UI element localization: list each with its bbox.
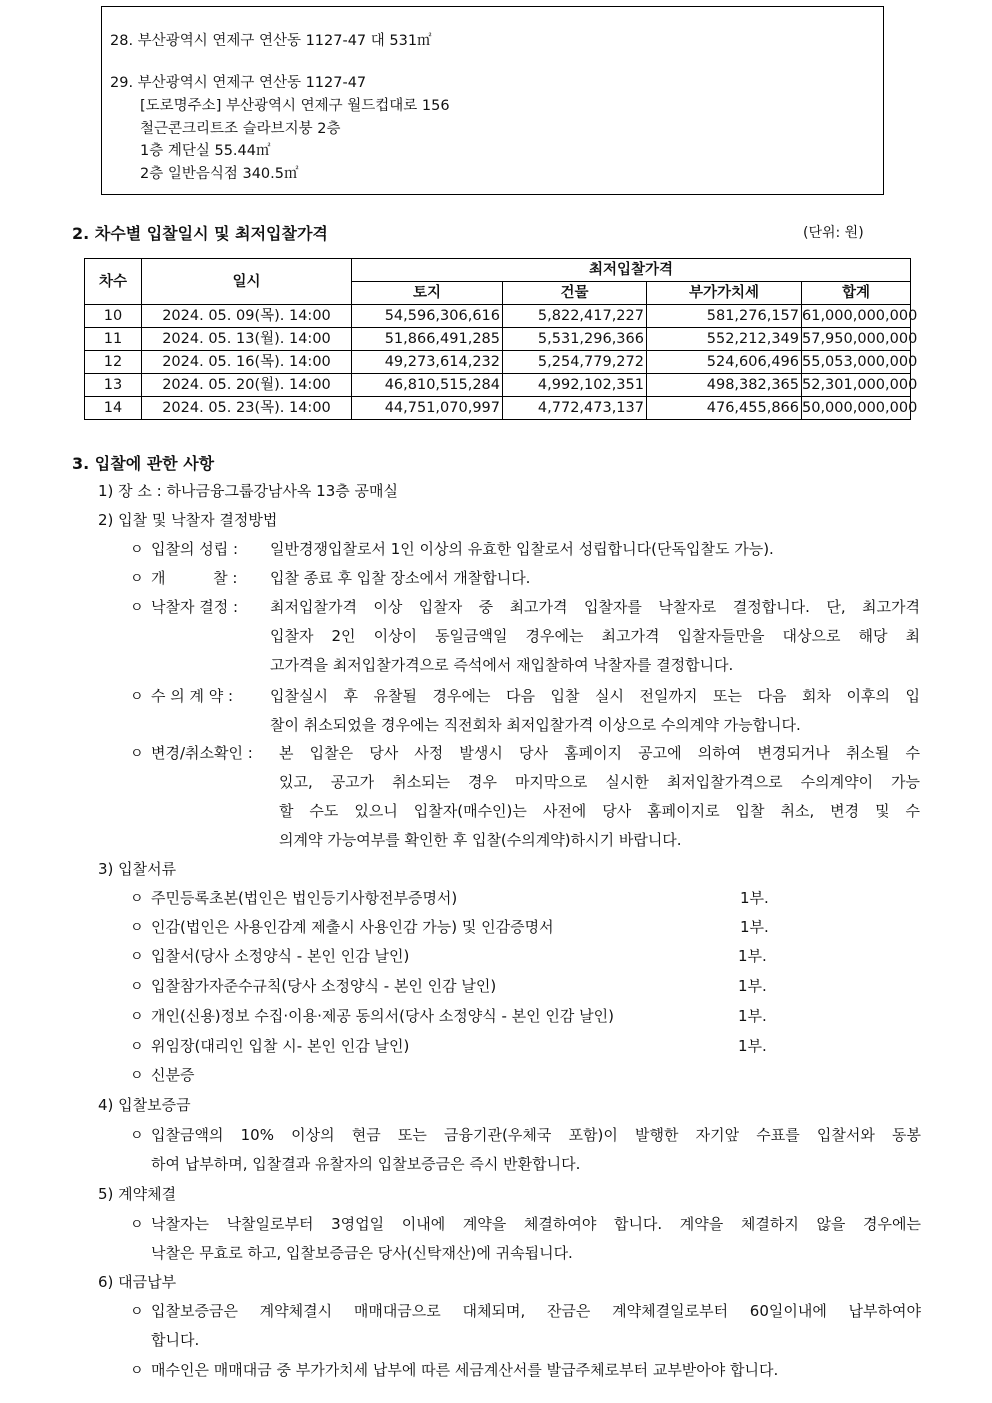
doc-qty: 1부. xyxy=(738,977,767,995)
m4-line-2: 찰이 취소되었을 경우에는 직전회차 최저입찰가격 이상으로 수의계약 가능합니다. xyxy=(270,716,801,734)
header-building: 건물 xyxy=(503,282,647,305)
cell-datetime: 2024. 05. 20(월). 14:00 xyxy=(142,374,352,397)
bullet-icon: ㅇ xyxy=(130,1009,144,1025)
property-item-29: 29. 부산광역시 연제구 연산동 1127-47 xyxy=(110,75,367,91)
cell-round: 10 xyxy=(85,305,142,328)
building-structure: 철근콘크리트조 슬라브지붕 2층 xyxy=(140,121,341,137)
cell-round: 11 xyxy=(85,328,142,351)
payment-1-line-2: 합니다. xyxy=(151,1331,200,1349)
cell-vat: 552,212,349 xyxy=(647,328,802,351)
bullet-icon: ㅇ xyxy=(130,542,144,558)
header-vat: 부가가치세 xyxy=(647,282,802,305)
table-row xyxy=(85,397,911,420)
contract-line-1: 낙찰자는 낙찰일로부터 3영업일 이내에 계약을 체결하여야 합니다. 계약을 체결하지 않을 경우에는 xyxy=(151,1215,921,1233)
bid-place: 1) 장 소 : 하나금융그룹강남사옥 13층 공매실 xyxy=(98,482,398,500)
doc-qty: 1부. xyxy=(740,918,769,936)
deposit-line-2: 하여 납부하며, 입찰결과 유찰자의 입찰보증금은 즉시 반환합니다. xyxy=(151,1155,581,1173)
section-3-title: 3. 입찰에 관한 사항 xyxy=(72,454,215,473)
doc-item: 주민등록초본(법인은 법인등기사항전부증명서) xyxy=(151,889,458,907)
bullet-icon: ㅇ xyxy=(130,1039,144,1055)
cell-land: 54,596,306,616 xyxy=(352,305,503,328)
contract-title: 5) 계약체결 xyxy=(98,1185,177,1203)
cell-land: 46,810,515,284 xyxy=(352,374,503,397)
cell-land: 49,273,614,232 xyxy=(352,351,503,374)
floor-1-info: 1층 계단실 55.44㎡ xyxy=(140,143,271,159)
header-land: 토지 xyxy=(352,282,503,305)
bullet-icon: ㅇ xyxy=(130,891,144,907)
table-row xyxy=(85,328,911,351)
doc-item: 개인(신용)정보 수집·이용·제공 동의서(당사 소정양식 - 본인 인감 날인) xyxy=(151,1007,614,1025)
payment-1-line-1: 입찰보증금은 계약체결시 매매대금으로 대체되며, 잔금은 계약체결일로부터 60일이내에 납부하여야 xyxy=(151,1302,921,1320)
cell-round: 13 xyxy=(85,374,142,397)
table-row xyxy=(85,351,911,374)
bullet-icon: ㅇ xyxy=(130,746,144,762)
m5-line-1: 본 입찰은 당사 사정 발생시 당사 홈페이지 공고에 의하여 변경되거나 취소될 수 xyxy=(279,744,920,762)
cell-datetime: 2024. 05. 13(월). 14:00 xyxy=(142,328,352,351)
m5-line-4: 의계약 가능여부를 확인한 후 입찰(수의계약)하시기 바랍니다. xyxy=(279,831,682,849)
cell-total: 52,301,000,000 xyxy=(802,374,911,397)
contract-line-2: 낙찰은 무효로 하고, 입찰보증금은 당사(신탁재산)에 귀속됩니다. xyxy=(151,1244,573,1262)
cell-total: 55,053,000,000 xyxy=(802,351,911,374)
bullet-icon: ㅇ xyxy=(130,600,144,616)
bullet-icon: ㅇ xyxy=(130,1304,144,1320)
payment-title: 6) 대금납부 xyxy=(98,1273,177,1291)
bullet-icon: ㅇ xyxy=(130,1128,144,1144)
cell-vat: 498,382,365 xyxy=(647,374,802,397)
cell-total: 61,000,000,000 xyxy=(802,305,911,328)
method-title: 2) 입찰 및 낙찰자 결정방법 xyxy=(98,511,278,529)
doc-item: 입찰참가자준수규칙(당사 소정양식 - 본인 인감 날인) xyxy=(151,977,497,995)
m5-line-3: 할 수도 있으니 입찰자(매수인)는 사전에 당사 홈페이지로 입찰 취소, 변경 및 수 xyxy=(279,802,920,820)
cell-land: 51,866,491,285 xyxy=(352,328,503,351)
docs-title: 3) 입찰서류 xyxy=(98,860,177,878)
road-address: [도로명주소] 부산광역시 연제구 월드컵대로 156 xyxy=(140,98,450,114)
m3-line-2: 입찰자 2인 이상이 동일금액일 경우에는 최고가격 입찰자들만을 대상으로 해당 최 xyxy=(270,627,920,645)
doc-item: 인감(법인은 사용인감계 제출시 사용인감 가능) 및 인감증명서 xyxy=(151,918,554,936)
cell-vat: 581,276,157 xyxy=(647,305,802,328)
bullet-icon: ㅇ xyxy=(130,689,144,705)
bullet-icon: ㅇ xyxy=(130,1217,144,1233)
property-list-box xyxy=(101,6,884,195)
cell-building: 4,992,102,351 xyxy=(503,374,647,397)
table-row xyxy=(85,374,911,397)
cell-round: 12 xyxy=(85,351,142,374)
cell-total: 50,000,000,000 xyxy=(802,397,911,420)
m5-line-2: 있고, 공고가 취소되는 경우 마지막으로 실시한 최저입찰가격으로 수의계약이 가능 xyxy=(279,773,920,791)
header-round: 차수 xyxy=(85,259,142,305)
unit-label: (단위: 원) xyxy=(803,225,864,241)
payment-2-line-1: 매수인은 매매대금 중 부가가치세 납부에 따른 세금계산서를 발급주체로부터 교부받아야 합니다. xyxy=(151,1361,779,1379)
m1-text: 일반경쟁입찰로서 1인 이상의 유효한 입찰로서 성립합니다(단독입찰도 가능). xyxy=(270,540,774,558)
doc-qty: 1부. xyxy=(738,1037,767,1055)
header-min-price: 최저입찰가격 xyxy=(352,259,911,282)
doc-qty: 1부. xyxy=(738,1007,767,1025)
cell-datetime: 2024. 05. 16(목). 14:00 xyxy=(142,351,352,374)
table-row xyxy=(85,305,911,328)
cell-vat: 524,606,496 xyxy=(647,351,802,374)
header-total: 합계 xyxy=(802,282,911,305)
deposit-line-1: 입찰금액의 10% 이상의 현금 또는 금융기관(우체국 포함)이 발행한 자기앞 수표를 입찰서와 동봉 xyxy=(151,1126,921,1144)
cell-total: 57,950,000,000 xyxy=(802,328,911,351)
m2-text: 입찰 종료 후 입찰 장소에서 개찰합니다. xyxy=(270,569,531,587)
cell-round: 14 xyxy=(85,397,142,420)
deposit-title: 4) 입찰보증금 xyxy=(98,1096,191,1114)
cell-building: 4,772,473,137 xyxy=(503,397,647,420)
m5-label: 변경/취소확인 : xyxy=(151,744,253,762)
m3-line-3: 고가격을 최저입찰가격으로 즉석에서 재입찰하여 낙찰자를 결정합니다. xyxy=(270,656,734,674)
doc-qty: 1부. xyxy=(740,889,769,907)
floor-2-info: 2층 일반음식점 340.5㎡ xyxy=(140,166,299,182)
m3-label: 낙찰자 결정 : xyxy=(151,598,239,616)
cell-building: 5,254,779,272 xyxy=(503,351,647,374)
doc-item: 위임장(대리인 입찰 시- 본인 인감 날인) xyxy=(151,1037,410,1055)
table-header-row xyxy=(85,259,911,282)
price-table xyxy=(84,258,918,420)
doc-qty: 1부. xyxy=(738,947,767,965)
section-2-title: 2. 차수별 입찰일시 및 최저입찰가격 xyxy=(72,224,328,243)
header-datetime: 일시 xyxy=(142,259,352,305)
m4-label: 수 의 계 약 : xyxy=(151,687,234,705)
bullet-icon: ㅇ xyxy=(130,1363,144,1379)
m2-label: 개 찰 : xyxy=(151,569,238,587)
cell-land: 44,751,070,997 xyxy=(352,397,503,420)
doc-item: 신분증 xyxy=(151,1066,195,1084)
bullet-icon: ㅇ xyxy=(130,1068,144,1084)
cell-building: 5,531,296,366 xyxy=(503,328,647,351)
m1-label: 입찰의 성립 : xyxy=(151,540,239,558)
bullet-icon: ㅇ xyxy=(130,571,144,587)
m3-line-1: 최저입찰가격 이상 입찰자 중 최고가격 입찰자를 낙찰자로 결정합니다. 단, 최고가격 xyxy=(270,598,920,616)
doc-item: 입찰서(당사 소정양식 - 본인 인감 날인) xyxy=(151,947,410,965)
cell-datetime: 2024. 05. 23(목). 14:00 xyxy=(142,397,352,420)
bullet-icon: ㅇ xyxy=(130,979,144,995)
bullet-icon: ㅇ xyxy=(130,949,144,965)
cell-vat: 476,455,866 xyxy=(647,397,802,420)
m4-line-1: 입찰실시 후 유찰될 경우에는 다음 입찰 실시 전일까지 또는 다음 회차 이후의 입 xyxy=(270,687,920,705)
bullet-icon: ㅇ xyxy=(130,920,144,936)
cell-building: 5,822,417,227 xyxy=(503,305,647,328)
cell-datetime: 2024. 05. 09(목). 14:00 xyxy=(142,305,352,328)
property-item-28: 28. 부산광역시 연제구 연산동 1127-47 대 531㎡ xyxy=(110,33,432,49)
